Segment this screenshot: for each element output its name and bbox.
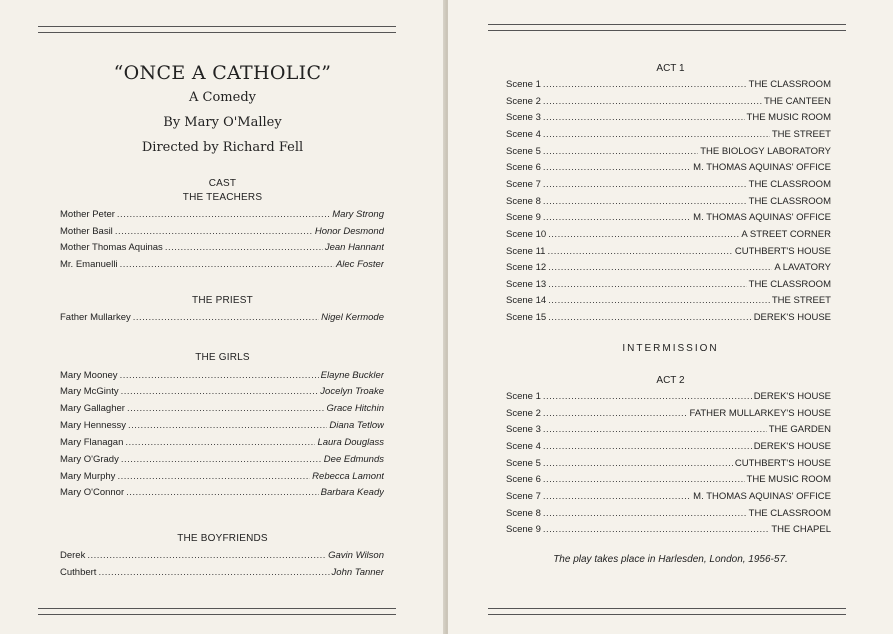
scene-location: THE CLASSROOM (748, 279, 831, 290)
cast-heading: CAST (208, 178, 237, 189)
scene-location: THE CLASSROOM (748, 179, 831, 190)
scene-number: Scene 8 (506, 508, 541, 519)
cast-row (60, 486, 384, 500)
scene-number: Scene 3 (506, 112, 541, 123)
scene-location: THE CANTEEN (763, 96, 831, 107)
scene-number: Scene 9 (506, 212, 541, 223)
scene-row (506, 78, 831, 92)
cast-row (60, 402, 384, 416)
role-name: Mary O'Connor (60, 487, 125, 498)
scene-row (506, 490, 831, 504)
play-title: “ONCE A CATHOLIC” (113, 62, 332, 84)
act2-heading: ACT 2 (656, 375, 685, 386)
scene-location: DEREK'S HOUSE (753, 312, 831, 323)
scene-number: Scene 2 (506, 408, 541, 419)
role-name: Mary Murphy (60, 471, 116, 482)
scene-number: Scene 3 (506, 424, 541, 435)
scene-location: CUTHBERT'S HOUSE (734, 246, 831, 257)
group-heading-boyfriends: THE BOYFRIENDS (177, 533, 268, 544)
director-line: Directed by Richard Fell (141, 140, 304, 155)
actor-name: Dee Edmunds (323, 454, 384, 465)
scene-location: THE MUSIC ROOM (746, 474, 831, 485)
bottom-rule (488, 608, 846, 615)
group-heading-girls: THE GIRLS (195, 352, 250, 363)
group-heading-teachers: THE TEACHERS (182, 192, 263, 203)
scene-location: THE BIOLOGY LABORATORY (700, 146, 831, 157)
scene-row (506, 440, 831, 454)
scene-row (506, 95, 831, 109)
scene-row (506, 228, 831, 242)
scene-row (506, 178, 831, 192)
scene-row (506, 211, 831, 225)
cast-row (60, 258, 384, 272)
scene-location: CUTHBERT'S HOUSE (734, 458, 831, 469)
actor-name: Grace Hitchin (326, 403, 384, 414)
scene-number: Scene 7 (506, 491, 541, 502)
cast-row (60, 241, 384, 255)
scene-location: THE MUSIC ROOM (746, 112, 831, 123)
scene-number: Scene 1 (506, 79, 541, 90)
role-name: Father Mullarkey (60, 312, 131, 323)
scene-row (506, 128, 831, 142)
bottom-rule (38, 608, 396, 615)
actor-name: Nigel Kermode (321, 312, 384, 323)
role-name: Mary Hennessy (60, 420, 126, 431)
cast-row (60, 385, 384, 399)
top-rule (488, 24, 846, 31)
scene-number: Scene 5 (506, 146, 541, 157)
role-name: Mother Basil (60, 226, 113, 237)
role-name: Mother Peter (60, 209, 115, 220)
scene-row (506, 473, 831, 487)
actor-name: John Tanner (331, 567, 384, 578)
role-name: Mary Flanagan (60, 437, 124, 448)
scene-row (506, 523, 831, 537)
actor-name: Jean Hannant (324, 242, 384, 253)
scene-number: Scene 1 (506, 391, 541, 402)
intermission-label: INTERMISSION (622, 343, 719, 354)
scene-location: THE CLASSROOM (748, 508, 831, 519)
cast-row (60, 453, 384, 467)
scene-row (506, 195, 831, 209)
scene-row (506, 390, 831, 404)
actor-name: Rebecca Lamont (312, 471, 384, 482)
cast-row (60, 436, 384, 450)
scene-number: Scene 10 (506, 229, 547, 240)
cast-row (60, 369, 384, 383)
cast-row (60, 311, 384, 325)
left-page (0, 0, 445, 634)
scene-row (506, 161, 831, 175)
actor-name: Laura Douglass (317, 437, 384, 448)
scene-location: THE CHAPEL (771, 524, 831, 535)
scene-number: Scene 4 (506, 441, 541, 452)
scene-location: A STREET CORNER (741, 229, 831, 240)
scene-location: A LAVATORY (774, 262, 831, 273)
role-name: Mary McGinty (60, 386, 119, 397)
scene-number: Scene 6 (506, 162, 541, 173)
scene-number: Scene 6 (506, 474, 541, 485)
scene-location: FATHER MULLARKEY'S HOUSE (689, 408, 831, 419)
scene-row (506, 278, 831, 292)
scene-number: Scene 14 (506, 295, 547, 306)
scene-row (506, 457, 831, 471)
scene-row (506, 261, 831, 275)
actor-name: Honor Desmond (314, 226, 384, 237)
actor-name: Mary Strong (332, 209, 384, 220)
author-line: By Mary O'Malley (163, 115, 282, 130)
scene-number: Scene 5 (506, 458, 541, 469)
scene-row (506, 407, 831, 421)
scene-number: Scene 11 (506, 246, 546, 257)
act1-heading: ACT 1 (656, 63, 685, 74)
scene-location: THE CLASSROOM (748, 196, 831, 207)
scene-row (506, 145, 831, 159)
scene-row (506, 311, 831, 325)
scene-number: Scene 15 (506, 312, 547, 323)
actor-name: Barbara Keady (320, 487, 384, 498)
scene-row (506, 245, 831, 259)
role-name: Cuthbert (60, 567, 97, 578)
scene-row (506, 507, 831, 521)
actor-name: Gavin Wilson (328, 550, 384, 561)
top-rule (38, 26, 396, 33)
role-name: Mr. Emanuelli (60, 259, 118, 270)
actor-name: Diana Tetlow (329, 420, 384, 431)
cast-row (60, 208, 384, 222)
actor-name: Elayne Buckler (320, 370, 384, 381)
role-name: Derek (60, 550, 86, 561)
scene-location: M. THOMAS AQUINAS' OFFICE (693, 491, 831, 502)
scene-location: M. THOMAS AQUINAS' OFFICE (693, 162, 831, 173)
scene-number: Scene 4 (506, 129, 541, 140)
scene-row (506, 111, 831, 125)
role-name: Mary Mooney (60, 370, 118, 381)
actor-name: Alec Foster (335, 259, 384, 270)
cast-row (60, 419, 384, 433)
role-name: Mary Gallagher (60, 403, 125, 414)
scene-location: THE STREET (771, 295, 831, 306)
scene-number: Scene 12 (506, 262, 547, 273)
scene-number: Scene 2 (506, 96, 541, 107)
cast-row (60, 225, 384, 239)
setting-note: The play takes place in Harlesden, London, 1956-57. (553, 554, 788, 565)
play-subtitle: A Comedy (189, 90, 256, 105)
scene-location: THE GARDEN (768, 424, 831, 435)
cast-row (60, 549, 384, 563)
role-name: Mary O'Grady (60, 454, 119, 465)
scene-location: THE STREET (771, 129, 831, 140)
actor-name: Jocelyn Troake (320, 386, 384, 397)
group-heading-priest: THE PRIEST (192, 295, 253, 306)
cast-row (60, 470, 384, 484)
role-name: Mother Thomas Aquinas (60, 242, 163, 253)
scene-number: Scene 9 (506, 524, 541, 535)
cast-row (60, 566, 384, 580)
scene-number: Scene 7 (506, 179, 541, 190)
scene-location: M. THOMAS AQUINAS' OFFICE (693, 212, 831, 223)
scene-number: Scene 8 (506, 196, 541, 207)
scene-location: DEREK'S HOUSE (753, 391, 831, 402)
scene-row (506, 423, 831, 437)
scene-location: DEREK'S HOUSE (753, 441, 831, 452)
right-page (448, 0, 893, 634)
scene-number: Scene 13 (506, 279, 547, 290)
scene-row (506, 294, 831, 308)
scene-location: THE CLASSROOM (748, 79, 831, 90)
